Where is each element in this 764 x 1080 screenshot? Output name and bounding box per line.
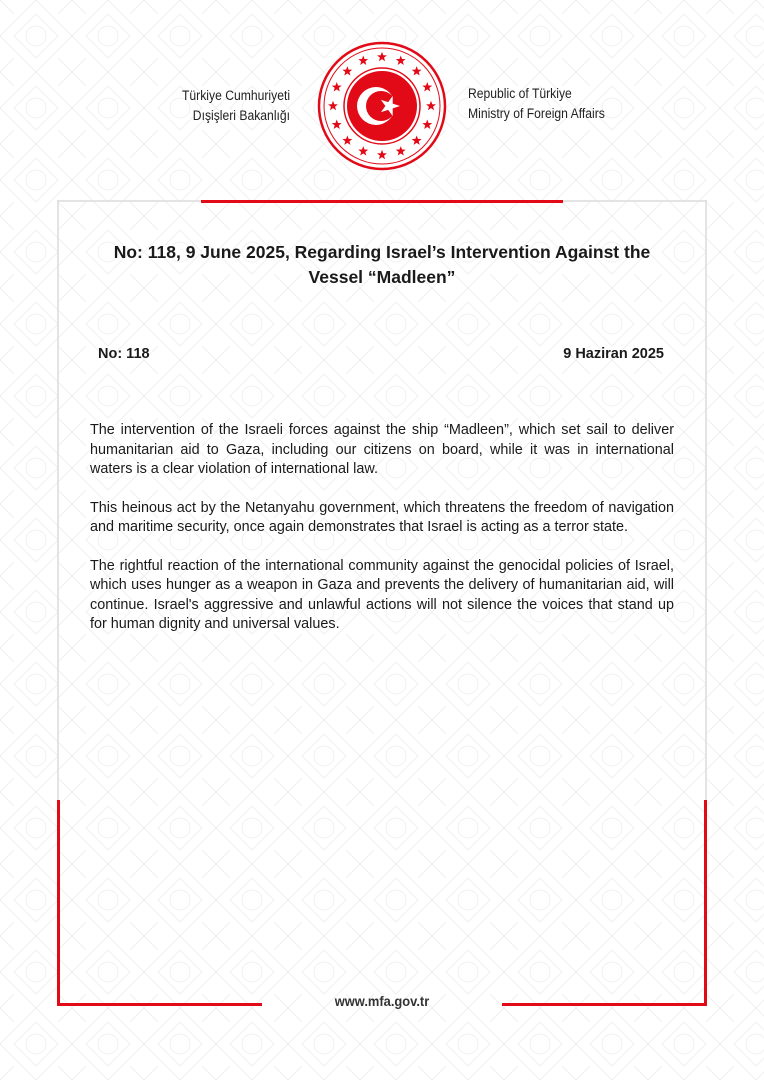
org-name-turkish [182,86,290,126]
org-tr-line1: Türkiye Cumhuriyeti [181,88,290,103]
org-tr-line2: Dışişleri Bakanlığı [192,108,290,123]
document-body [90,240,674,632]
document-title: No: 118, 9 June 2025, Regarding Israel’s Intervention Against the Vessel “Madleen” [113,242,651,287]
paragraph-2: This heinous act by the Netanyahu government, which threatens the freedom of navigation and maritime security, once again demonstrates that Israel is acting as a terror state. [90,499,674,535]
org-en-line1: Republic of Türkiye [468,86,572,101]
document-meta [98,346,664,362]
statement-text [90,421,674,654]
document-number: No: 118 [98,346,150,362]
paragraph-3: The rightful reaction of the international community against the genocidal policies of Israel, which uses hunger as a weapon in Gaza and prevents the delivery of humanitarian aid, will continue. Israel's aggressive and unlawful actions will not silence the voices that stand up for human dignity and universal values. [90,557,674,632]
ministry-seal-icon [316,40,448,172]
org-name-english [468,84,605,124]
org-en-line2: Ministry of Foreign Affairs [468,106,605,121]
document-date: 9 Haziran 2025 [563,346,664,362]
paragraph-1: The intervention of the Israeli forces against the ship “Madleen”, which set sail to deliver humanitarian aid to Gaza, including our citizens on board, while it was in international waters is a clear violation of international law. [90,422,674,477]
website-url: www.mfa.gov.tr [334,993,430,1009]
letterhead [0,0,764,200]
